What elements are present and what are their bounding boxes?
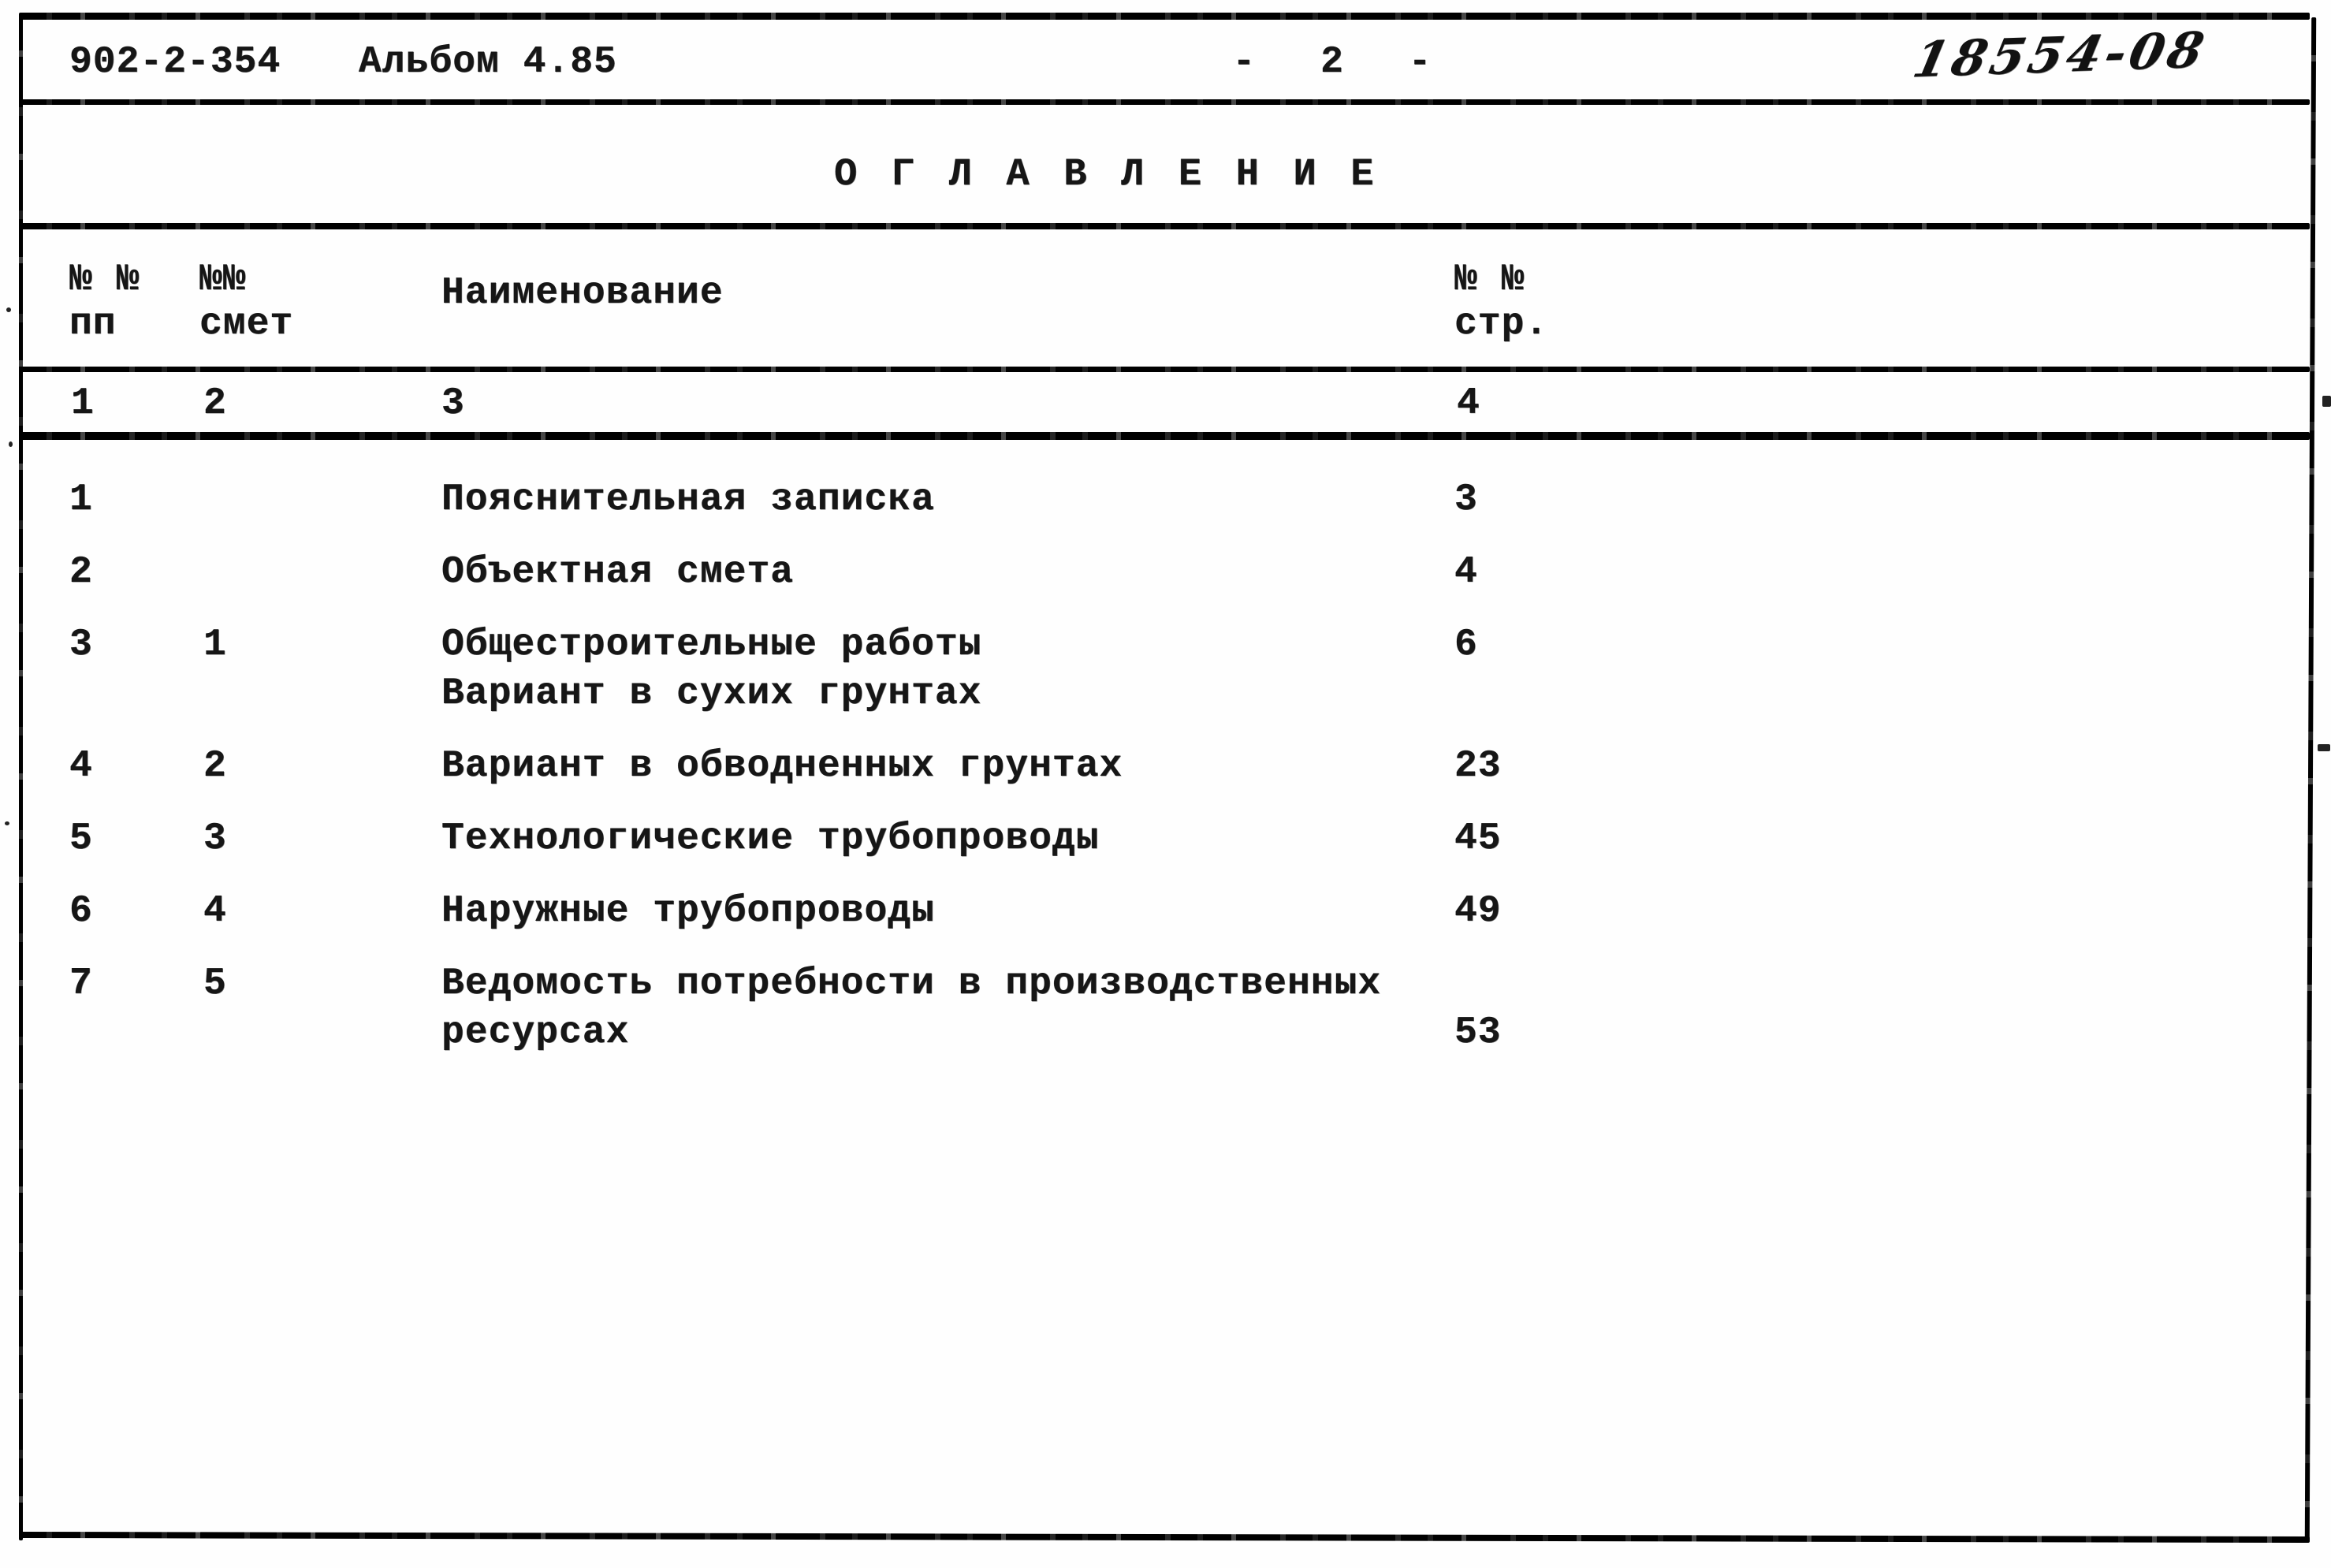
row-number-cell: 4	[69, 745, 93, 788]
row-estimate-number-cell: 4	[203, 890, 227, 933]
row-estimate-number-cell: 3	[203, 818, 227, 860]
column-index-2: 2	[203, 382, 227, 425]
row-name-line: Технологические трубопроводы	[441, 818, 1100, 860]
row-name-line: ресурсах	[441, 1011, 630, 1054]
row-name-line: Общестроительные работы	[441, 624, 982, 666]
column-index-4: 4	[1457, 382, 1480, 425]
index-separator-line	[20, 432, 2310, 440]
row-name-cell	[441, 742, 1435, 791]
document-code: 902-2-354	[69, 41, 281, 84]
frame-top-border	[20, 13, 2310, 20]
column-header-line: пп	[69, 303, 117, 345]
row-name-cell	[441, 620, 1435, 718]
page-number: - 2 -	[1232, 41, 1432, 84]
column-header-nsmet	[199, 255, 293, 348]
scan-speck	[6, 307, 11, 312]
row-page-cell: 45	[1454, 818, 1502, 860]
column-header-line: смет	[199, 303, 294, 345]
table-row	[0, 814, 2331, 863]
frame-bottom-border	[20, 1532, 2310, 1543]
row-name-cell	[441, 548, 1435, 597]
handwritten-inventory-number: 18554-08	[1908, 20, 2213, 89]
header-separator-line	[20, 99, 2310, 105]
row-estimate-number-cell: 2	[203, 745, 227, 788]
row-number-cell: 7	[69, 963, 93, 1005]
table-row	[0, 887, 2331, 936]
scan-speck	[2322, 396, 2331, 407]
row-name-cell	[441, 475, 1435, 524]
row-name-line: Вариант в обводненных грунтах	[441, 745, 1123, 788]
toc-rows	[0, 475, 2331, 1081]
row-name-line: Пояснительная записка	[441, 479, 935, 521]
row-name-line: Объектная смета	[441, 551, 795, 594]
column-index-3: 3	[441, 382, 465, 425]
page-title: О Г Л А В Л Е Н И Е	[834, 152, 1380, 196]
row-name-cell	[441, 887, 1435, 936]
row-page-cell: 6	[1454, 624, 1478, 666]
row-name-line: Наружные трубопроводы	[441, 890, 935, 933]
row-number-cell: 5	[69, 818, 93, 860]
row-page-cell: 23	[1454, 745, 1502, 788]
row-estimate-number-cell: 1	[203, 624, 227, 666]
table-row	[0, 548, 2331, 597]
row-name-cell	[441, 959, 1435, 1057]
table-row	[0, 620, 2331, 718]
row-name-line: Ведомость потребности в производственных	[441, 963, 1382, 1005]
column-header-line: Наименование	[441, 272, 724, 315]
column-header-line: №№	[199, 259, 247, 301]
column-header-name	[441, 269, 724, 318]
column-header-line: № №	[69, 259, 140, 301]
row-page-cell: 4	[1454, 551, 1478, 594]
row-number-cell: 1	[69, 479, 93, 521]
row-page-cell: 3	[1454, 479, 1478, 521]
colhead-separator-line	[20, 367, 2310, 372]
table-row	[0, 475, 2331, 524]
table-row	[0, 959, 2331, 1057]
title-separator-line	[20, 223, 2310, 229]
column-header-page	[1454, 255, 1548, 348]
row-number-cell: 3	[69, 624, 93, 666]
row-page-cell: 49	[1454, 890, 1502, 933]
table-row	[0, 742, 2331, 791]
row-page-cell: 53	[1454, 1011, 1502, 1054]
row-number-cell: 2	[69, 551, 93, 594]
row-number-cell: 6	[69, 890, 93, 933]
row-name-line: Вариант в сухих грунтах	[441, 672, 982, 715]
column-header-line: стр.	[1454, 303, 1549, 345]
album-label: Альбом 4.85	[359, 41, 617, 84]
column-header-npp	[69, 255, 140, 348]
row-estimate-number-cell: 5	[203, 963, 227, 1005]
row-name-cell	[441, 814, 1435, 863]
column-header-line: № №	[1454, 259, 1525, 301]
column-index-1: 1	[71, 382, 95, 425]
scan-speck	[9, 441, 13, 447]
